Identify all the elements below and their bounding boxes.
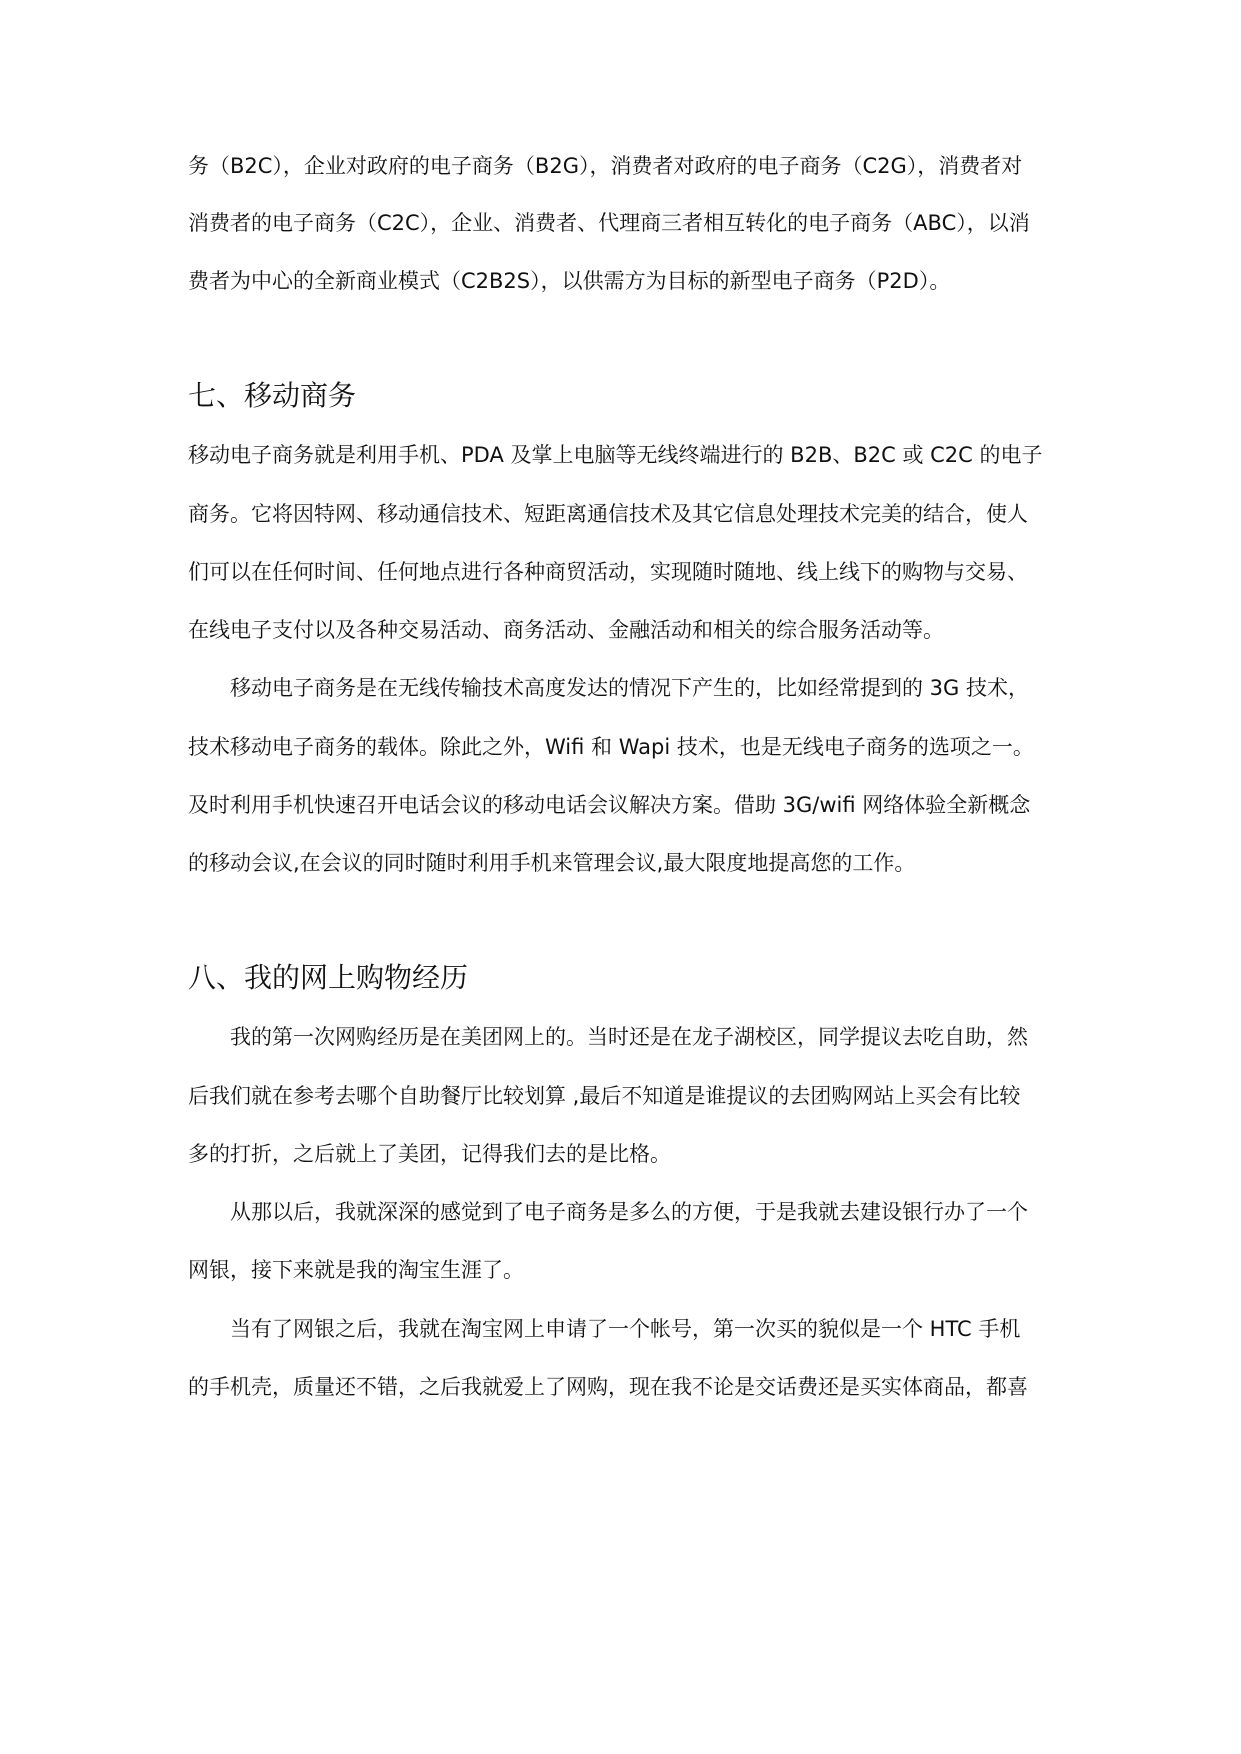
paragraph-line: 们可以在任何时间、任何地点进行各种商贸活动，实现随时随地、线上线下的购物与交易、 xyxy=(188,560,1028,584)
paragraph-line: 从那以后，我就深深的感觉到了电子商务是多么的方便，于是我就去建设银行办了一个 xyxy=(230,1200,1028,1224)
section-heading-online-shopping: 八、我的网上购物经历 xyxy=(188,961,469,994)
paragraph-line: 费者为中心的全新商业模式（C2B2S），以供需方为目标的新型电子商务（P2D）。 xyxy=(188,269,951,293)
paragraph-line: 及时利用手机快速召开电话会议的移动电话会议解决方案。借助 3G/wifi 网络体验全新概念 xyxy=(188,793,1031,817)
paragraph-line: 技术移动电子商务的载体。除此之外，Wifi 和 Wapi 技术，也是无线电子商务的选项之一。 xyxy=(188,735,1034,759)
paragraph-line: 后我们就在参考去哪个自助餐厅比较划算 ,最后不知道是谁提议的去团购网站上买会有比较 xyxy=(188,1084,1021,1108)
paragraph-line: 商务。它将因特网、移动通信技术、短距离通信技术及其它信息处理技术完美的结合，使人 xyxy=(188,502,1028,526)
paragraph-line: 在线电子支付以及各种交易活动、商务活动、金融活动和相关的综合服务活动等。 xyxy=(188,618,944,642)
paragraph-line: 移动电子商务是在无线传输技术高度发达的情况下产生的，比如经常提到的 3G 技术， xyxy=(230,676,1029,700)
paragraph-line: 我的第一次网购经历是在美团网上的。当时还是在龙子湖校区，同学提议去吃自助，然 xyxy=(230,1025,1028,1049)
paragraph-line: 当有了网银之后，我就在淘宝网上申请了一个帐号，第一次买的貌似是一个 HTC 手机 xyxy=(230,1317,1021,1341)
paragraph-line: 务（B2C），企业对政府的电子商务（B2G），消费者对政府的电子商务（C2G），消费者对 xyxy=(188,154,1023,178)
paragraph-line: 消费者的电子商务（C2C），企业、消费者、代理商三者相互转化的电子商务（ABC），以消 xyxy=(188,211,1030,235)
paragraph-line: 网银，接下来就是我的淘宝生涯了。 xyxy=(188,1258,524,1282)
paragraph-line: 多的打折，之后就上了美团，记得我们去的是比格。 xyxy=(188,1142,671,1166)
paragraph-line: 的移动会议,在会议的同时随时利用手机来管理会议,最大限度地提高您的工作。 xyxy=(188,851,916,875)
section-heading-mobile-commerce: 七、移动商务 xyxy=(188,379,357,412)
paragraph-line: 的手机壳，质量还不错，之后我就爱上了网购，现在我不论是交话费还是买实体商品，都喜 xyxy=(188,1375,1028,1399)
paragraph-line: 移动电子商务就是利用手机、PDA 及掌上电脑等无线终端进行的 B2B、B2C 或 C2C 的电子 xyxy=(188,443,1043,467)
